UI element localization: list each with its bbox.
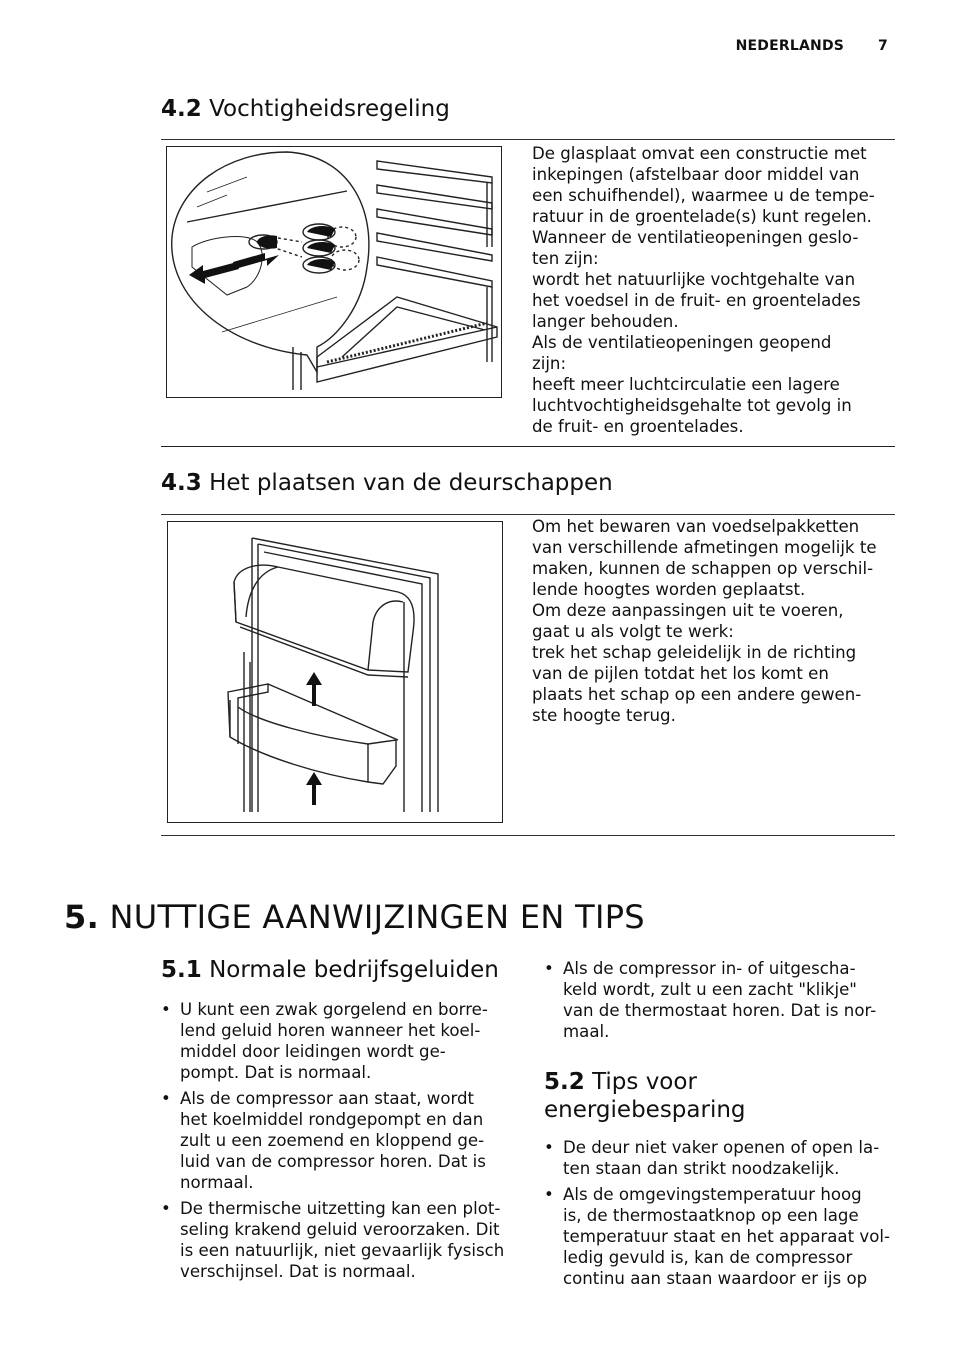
text-line: lende hoogtes worden geplaatst. (532, 580, 806, 599)
text-line: De glasplaat omvat een constructie met (532, 144, 867, 163)
text-line: Wanneer de ventilatieopeningen geslo- (532, 228, 859, 247)
divider (161, 514, 895, 515)
text-line: • De thermische uitzetting kan een plot- (180, 1199, 501, 1218)
text-line: • U kunt een zwak gorgelend en borre- (180, 1000, 488, 1019)
list-item (161, 999, 504, 1083)
divider (161, 835, 895, 836)
section-title: Het plaatsen van de deurschappen (209, 470, 613, 496)
section-title: Vochtigheidsregeling (209, 96, 450, 122)
text-line: Om deze aanpassingen uit te voeren, (532, 601, 844, 620)
text-line: zult u een zoemend en kloppend ge- (180, 1131, 485, 1150)
text-line: plaats het schap op een andere gewen- (532, 685, 862, 704)
text-line: • De deur niet vaker openen of open la- (563, 1138, 880, 1157)
section-title: Normale bedrijfsgeluiden (209, 957, 499, 983)
divider (161, 139, 895, 140)
text-line: ratuur in de groentelade(s) kunt regelen. (532, 207, 872, 226)
energy-saving-tips-list (544, 1137, 890, 1294)
text-line: luchtvochtigheidsgehalte tot gevolg in (532, 396, 852, 415)
text-line: gaat u als volgt te werk: (532, 622, 734, 641)
section-number: 4.3 (161, 470, 202, 496)
text-line: ten staan dan strikt noodzakelijk. (563, 1159, 840, 1178)
list-item (544, 958, 876, 1042)
section-number: 5.2 (544, 1069, 585, 1095)
door-shelf-illustration (167, 521, 503, 823)
text-line: maken, kunnen de schappen op verschil- (532, 559, 874, 578)
text-line: seling krakend geluid veroorzaken. Dit (180, 1220, 500, 1239)
chapter-number: 5. (64, 898, 100, 936)
text-line: van de thermostaat horen. Dat is nor- (563, 1001, 877, 1020)
door-shelf-text (532, 516, 877, 726)
section-number: 4.2 (161, 96, 202, 122)
chapter-5-heading (64, 898, 645, 936)
section-title: energiebesparing (544, 1097, 746, 1123)
humidity-control-illustration (166, 146, 502, 398)
section-4-2-heading (161, 96, 450, 122)
text-line: maal. (563, 1022, 610, 1041)
text-line: van de pijlen totdat het los komt en (532, 664, 829, 683)
text-line: wordt het natuurlijke vochtgehalte van (532, 270, 856, 289)
text-line: ten zijn: (532, 249, 599, 268)
normal-sounds-list (161, 999, 504, 1287)
text-line: continu aan staan waardoor er ijs op (563, 1269, 868, 1288)
text-line: ledig gevuld is, kan de compressor (563, 1248, 853, 1267)
text-line: lend geluid horen wanneer het koel- (180, 1021, 481, 1040)
text-line: pompt. Dat is normaal. (180, 1063, 372, 1082)
text-line: middel door leidingen wordt ge- (180, 1042, 446, 1061)
chapter-title: NUTTIGE AANWIJZINGEN EN TIPS (109, 898, 645, 936)
text-line: • Als de compressor in- of uitgescha- (563, 959, 856, 978)
section-5-2-heading (544, 1068, 746, 1124)
text-line: is een natuurlijk, niet gevaarlijk fysisch (180, 1241, 505, 1260)
text-line: trek het schap geleidelijk in de richting (532, 643, 857, 662)
text-line: is, de thermostaatknop op een lage (563, 1206, 859, 1225)
crisper-drawer-drawing (167, 147, 501, 397)
page-number: 7 (878, 38, 888, 54)
text-line: de fruit- en groentelades. (532, 417, 744, 436)
text-line: keld wordt, zult u een zacht "klikje" (563, 980, 857, 999)
text-line: zijn: (532, 354, 567, 373)
header-language: NEDERLANDS (735, 38, 845, 54)
page-header (736, 38, 888, 54)
door-shelf-drawing (168, 522, 502, 822)
text-line: luid van de compressor horen. Dat is (180, 1152, 486, 1171)
list-item (544, 1184, 890, 1289)
text-line: een schuifhendel), waarmee u de tempe- (532, 186, 875, 205)
text-line: normaal. (180, 1173, 254, 1192)
section-5-1-heading (161, 957, 499, 983)
text-line: van verschillende afmetingen mogelijk te (532, 538, 877, 557)
text-line: heeft meer luchtcirculatie een lagere (532, 375, 840, 394)
section-title: Tips voor (592, 1069, 697, 1095)
list-item (544, 1137, 890, 1179)
text-line: Om het bewaren van voedselpakketten (532, 517, 860, 536)
section-4-3-heading (161, 470, 613, 496)
text-line: langer behouden. (532, 312, 679, 331)
text-line: inkepingen (afstelbaar door middel van (532, 165, 860, 184)
normal-sounds-list-continued (544, 958, 876, 1047)
text-line: het voedsel in de fruit- en groentelades (532, 291, 861, 310)
list-item (161, 1198, 504, 1282)
text-line: het koelmiddel rondgepompt en dan (180, 1110, 484, 1129)
text-line: Als de ventilatieopeningen geopend (532, 333, 832, 352)
text-line: temperatuur staat en het apparaat vol- (563, 1227, 890, 1246)
text-line: • Als de compressor aan staat, wordt (180, 1089, 475, 1108)
text-line: ste hoogte terug. (532, 706, 676, 725)
humidity-control-text (532, 143, 875, 437)
text-line: • Als de omgevingstemperatuur hoog (563, 1185, 862, 1204)
list-item (161, 1088, 504, 1193)
text-line: verschijnsel. Dat is normaal. (180, 1262, 416, 1281)
section-number: 5.1 (161, 957, 202, 983)
divider (161, 446, 895, 447)
